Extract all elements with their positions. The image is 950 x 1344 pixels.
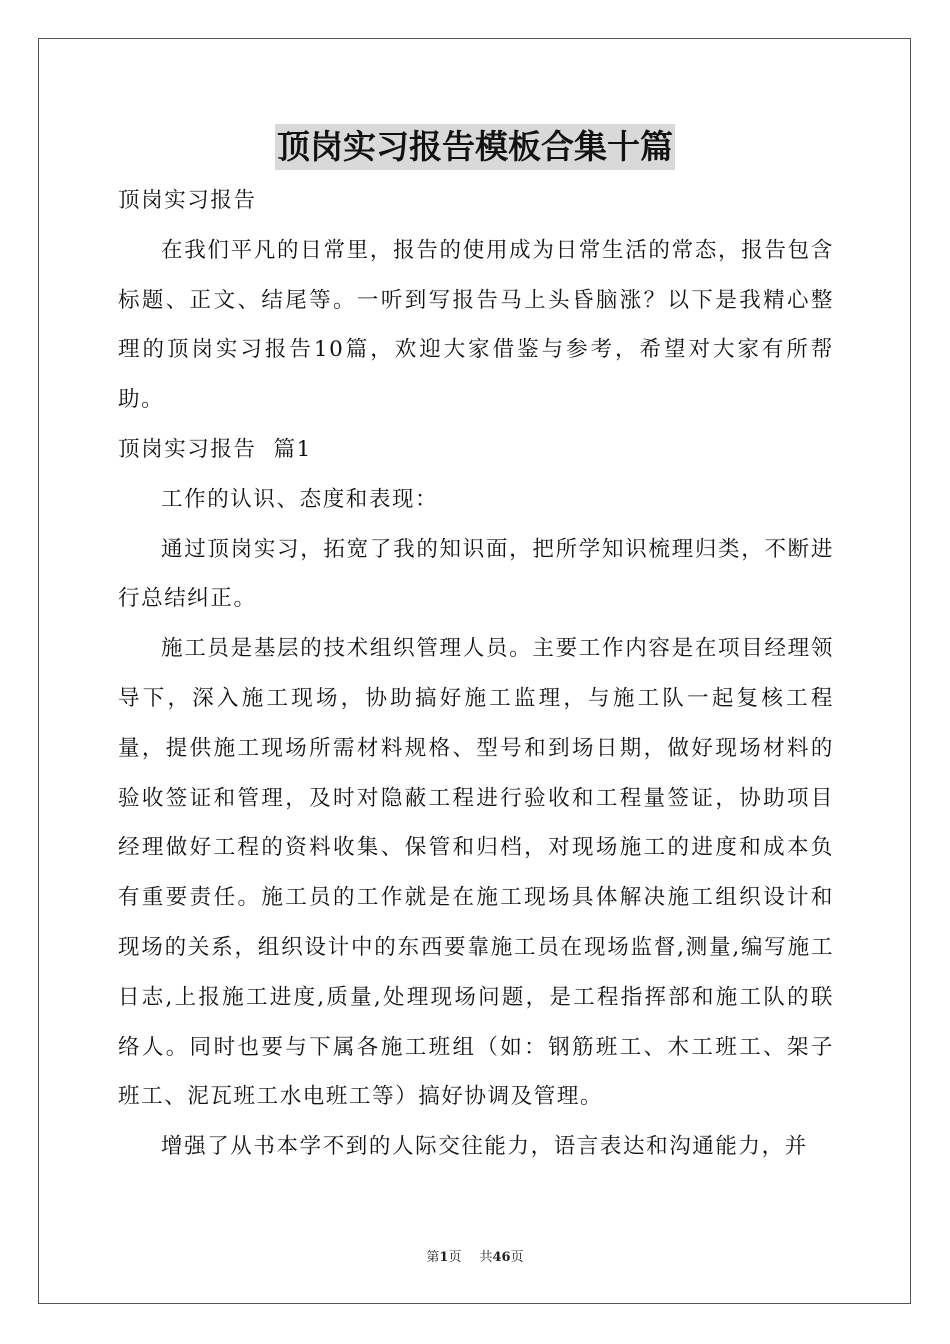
body-paragraph: 施工员是基层的技术组织管理人员。主要工作内容是在项目经理领导下，深入施工现场，协助搞好施工监理，与施工队一起复核工程量，提供施工现场所需材料规格、型号和到场日期，做好现场材料的验收签证和管理，及时对隐蔽工程进行验收和工程量签证，协助项目经理做好工程的资料收集、保管和归档，对现场施工的进度和成本负有重要责任。施工员的工作就是在施工现场具体解决施工组织设计和现场的关系，组织设计中的东西要靠施工员在现场监督,测量,编写施工日志,上报施工进度,质量,处理现场问题，是工程指挥部和施工队的联络人。同时也要与下属各施工班组（如：钢筋班工、木工班工、架子班工、泥瓦班工水电班工等）搞好协调及管理。 bbox=[118, 636, 834, 1110]
total-suffix: 页 bbox=[510, 1250, 524, 1265]
total-pages: 46 bbox=[492, 1250, 511, 1265]
page-suffix: 页 bbox=[448, 1250, 462, 1265]
body-paragraph: 工作的认识、态度和表现： bbox=[161, 486, 439, 512]
total-prefix: 共 bbox=[479, 1250, 493, 1265]
body-paragraph: 增强了从书本学不到的人际交往能力，语言表达和沟通能力，并 bbox=[161, 1134, 808, 1160]
section-heading: 顶岗实习报告 篇1 bbox=[118, 436, 312, 462]
intro-paragraph: 在我们平凡的日常里，报告的使用成为日常生活的常态，报告包含标题、正文、结尾等。一听到写报告马上头昏脑涨？以下是我精心整理的顶岗实习报告10篇，欢迎大家借鉴与参考，希望对大家有所帮助。 bbox=[118, 237, 834, 413]
title-container bbox=[0, 124, 950, 170]
section-heading: 顶岗实习报告 bbox=[118, 188, 257, 213]
document-title: 顶岗实习报告模板合集十篇 bbox=[275, 124, 675, 170]
page-prefix: 第 bbox=[426, 1250, 440, 1265]
page-footer bbox=[0, 1246, 950, 1265]
body-paragraph: 通过顶岗实习，拓宽了我的知识面，把所学知识梳理归类，不断进行总结纠正。 bbox=[118, 536, 834, 612]
document-body bbox=[118, 176, 834, 1172]
page-number: 1 bbox=[439, 1250, 449, 1265]
